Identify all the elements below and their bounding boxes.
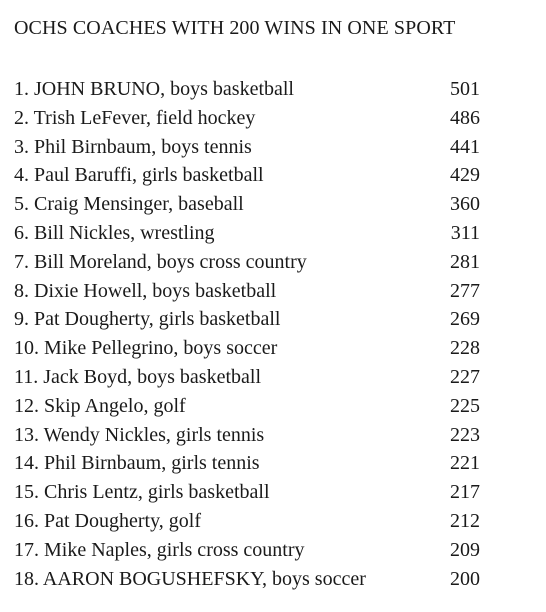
list-item <box>14 452 494 481</box>
coach-entry: 9. Pat Dougherty, girls basketball <box>14 308 281 331</box>
list-item <box>14 164 494 193</box>
coach-entry: 2. Trish LeFever, field hockey <box>14 106 256 129</box>
list-item <box>14 510 494 539</box>
coach-entry: 16. Pat Dougherty, golf <box>14 509 202 532</box>
list-item <box>14 481 494 510</box>
win-count: 486 <box>450 106 480 129</box>
list-item <box>14 78 494 107</box>
coach-entry: 13. Wendy Nickles, girls tennis <box>14 423 265 446</box>
list-item <box>14 222 494 251</box>
coach-entry: 14. Phil Birnbaum, girls tennis <box>14 452 260 475</box>
list-item <box>14 366 494 395</box>
coach-entry: 10. Mike Pellegrino, boys soccer <box>14 337 278 360</box>
win-count: 221 <box>450 452 480 475</box>
list-item <box>14 280 494 309</box>
win-count: 212 <box>450 509 480 532</box>
win-count: 311 <box>450 221 480 244</box>
coach-entry: 17. Mike Naples, girls cross country <box>14 538 305 561</box>
list-item <box>14 251 494 280</box>
win-count: 501 <box>450 78 480 100</box>
coach-entry: 15. Chris Lentz, girls basketball <box>14 481 270 504</box>
win-count: 217 <box>450 481 480 504</box>
list-item <box>14 424 494 453</box>
coach-entry: 5. Craig Mensinger, baseball <box>14 193 244 216</box>
coach-entry: 18. AARON BOGUSHEFSKY, boys soccer <box>14 567 366 590</box>
list-item <box>14 395 494 424</box>
win-count: 200 <box>450 567 480 590</box>
list-item <box>14 193 494 222</box>
coach-entry: 12. Skip Angelo, golf <box>14 394 186 417</box>
coach-list <box>14 78 494 596</box>
win-count: 281 <box>450 250 480 273</box>
win-count: 223 <box>450 423 480 446</box>
coach-entry: 6. Bill Nickles, wrestling <box>14 221 215 244</box>
win-count: 441 <box>450 135 480 158</box>
list-item <box>14 568 494 597</box>
coach-entry: 3. Phil Birnbaum, boys tennis <box>14 135 252 158</box>
list-item <box>14 539 494 568</box>
list-item <box>14 337 494 366</box>
coach-entry: 4. Paul Baruffi, girls basketball <box>14 164 264 187</box>
coach-entry: 1. JOHN BRUNO, boys basketball <box>14 78 294 100</box>
list-item <box>14 107 494 136</box>
coach-entry: 11. Jack Boyd, boys basketball <box>14 365 262 388</box>
list-item <box>14 308 494 337</box>
win-count: 360 <box>450 193 480 216</box>
coach-entry: 7. Bill Moreland, boys cross country <box>14 250 307 273</box>
win-count: 277 <box>450 279 480 302</box>
win-count: 269 <box>450 308 480 331</box>
page-title: OCHS COACHES WITH 200 WINS IN ONE SPORT <box>14 17 456 39</box>
win-count: 225 <box>450 394 480 417</box>
list-item <box>14 136 494 165</box>
win-count: 227 <box>450 365 480 388</box>
win-count: 429 <box>450 164 480 187</box>
coach-entry: 8. Dixie Howell, boys basketball <box>14 279 277 302</box>
win-count: 228 <box>450 337 480 360</box>
win-count: 209 <box>450 538 480 561</box>
